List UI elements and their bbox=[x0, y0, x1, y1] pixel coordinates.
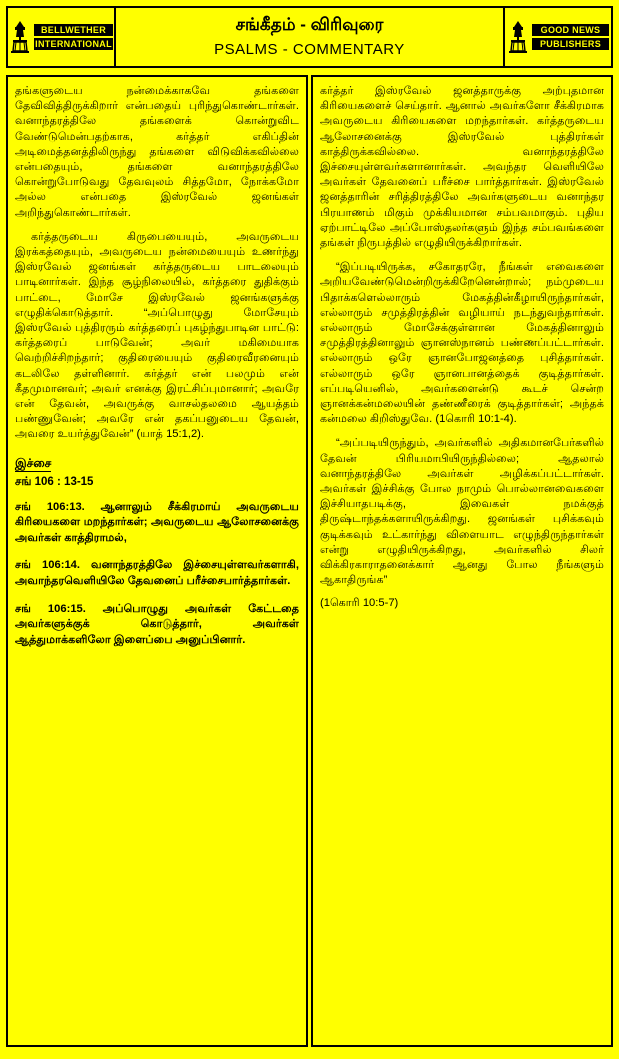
commentary-paragraph: கர்த்தர் இஸ்ரவேல் ஜனத்தாருக்கு அற்புதமான கிரியைகளைச் செய்தார். ஆனால் அவர்களோ சீக்கிரமாக அவருடைய கிரியைகளை மறந்தார்கள். கர்த்தருடைய ஆலோசனைக்கு இஸ்ரவேல் புத்திரர்கள் காத்திருக்கவில்லை. வனாந்தரத்திலே இச்சையுள்ளவர்களானார்கள். அவந்தர வெளியிலே அவர்கள் தேவனைப் பரீச்சை பார்த்தார்கள். இஸ்ரவேல் ஜனத்தாரின் சரித்திரத்திலே அவர்களுடைய வனாந்தர பிரயாணம் மிகும் முக்கியமான சம்பவமாகும். புதிய ஏற்பாட்டிலே அப்போஸ்தலர்களும் இந்த சம்பவங்களை தங்கள் நிருபத்தில் எழுதியிருக்கிறார்கள். bbox=[320, 85, 604, 250]
section-heading-reference: சங் 106 : 13-15 bbox=[15, 475, 94, 488]
section-heading-title: இச்சை bbox=[15, 455, 52, 470]
body-columns bbox=[6, 75, 613, 1047]
commentary-quote-paragraph: “அப்படியிருந்தும், அவர்களில் அதிகமானபேர்களில் தேவன் பிரியமாபியிருந்தில்லை; ஆதலால் வனாந்தரத்திலே அவர்கள் அழிக்கப்பட்டார்கள். அவர்கள் இச்சிக்கு போல நாமும் பொல்லானவைகளை இச்சியாதபடிக்கு, இவைகள் நமக்குத் திருஷ்டாந்தக்களாயிருக்கிறது. ஜனங்கள் புசிக்கவும் குடிக்கவும் உட்கார்ந்து விளையாட எழுந்திருந்தார்கள் என்று எழுதியிருக்கிறது, அவர்களில் சிலர் விக்கிரகாராதனைக்கார் ஆனது போல நீங்களும் ஆகாதிருங்க” bbox=[320, 437, 604, 587]
left-column bbox=[6, 75, 308, 1047]
publisher-logo-good-news bbox=[503, 8, 611, 66]
logo-line-2: PUBLISHERS bbox=[532, 38, 609, 50]
logo-line-1: GOOD NEWS bbox=[532, 24, 609, 36]
scripture-citation: (1கொரி 10:5-7) bbox=[320, 596, 399, 609]
logo-line-2: INTERNATIONAL bbox=[35, 39, 112, 49]
bell-tower-icon bbox=[507, 20, 529, 54]
commentary-paragraph: கர்த்தருடைய கிருபையையும், அவருடைய இரக்கத்தையும், அவருடைய நன்மையையும் உணர்ந்து இஸ்ரவேல் ஜனங்கள் கர்த்தருடைய பாடலையும் பாடினார்கள். இந்த சூழ்நிலையில், கர்த்தரை துதிக்கும் பாட்டை, மோசே இஸ்ரவேல் ஜனங்களுக்கு எழுதிக்கொடுத்தார். “அப்பொழுது மோசேயும் இஸ்ரவேல் புத்திரரும் கர்த்தரைப் புகழ்ந்துபாடின பாட்டு: கர்த்தரைப் பாடுவேன்; அவர் மகிமையாக வெற்றிச்சிறந்தார்; குதிரையையும் குதிரைவீரனையும் கடலிலே தள்ளினார். கர்த்தர் என் பலமும் என் கீதமுமானவர்; அவர் எனக்கு இரட்சிப்புமானார்; அவரே என் தேவன், அவருக்கு வாசல்தலமை ஆயத்தம் பண்ணுவேன்; அவரே என் தகப்பனுடைய தேவன், அவரை உயர்த்துவேன்” (யாத் 15:1,2). bbox=[15, 230, 299, 441]
publisher-logo-bellwether bbox=[8, 8, 116, 66]
right-column bbox=[311, 75, 613, 1047]
section-heading-block bbox=[15, 455, 299, 490]
scripture-verse: சங் 106:13. ஆனாலும் சீக்கிரமாய் அவருடைய கிரியைகளை மறந்தார்கள்; அவருடைய ஆலோசனைக்கு அவர்கள் காத்திராமல், bbox=[15, 500, 299, 544]
section-heading-title-wrap bbox=[15, 455, 299, 472]
commentary-paragraph: தங்களுடைய நன்மைக்காகவே தங்களை தேவிவித்திருக்கிறார் என்பதைய் புரிந்துகொண்டார்கள். வனாந்தரத்திலே தங்களைக் கொன்றுவிட வேண்டுமென்பதற்காக, கர்த்தர் எகிப்தின் அடிமைத்தனத்திலிருந்து தங்களை விடுவிக்கவில்லை என்பதையும், தங்களை வனாந்தரத்திலே கொன்றுபோடுவது தேவவுலம் சித்தமோ, நோக்கமோ அல்ல என்பதை இஸ்ரவேல் ஜனங்கள் அறிந்துகொண்டார்கள். bbox=[15, 85, 299, 219]
page-title-english: PSALMS - COMMENTARY bbox=[214, 41, 405, 58]
scripture-verse: சங் 106:15. அப்பொழுது அவர்கள் கேட்டதை அவர்களுக்குக் கொடுத்தார், அவர்கள் ஆத்துமாக்களிலோ இளைப்பை அனுப்பினார். bbox=[15, 602, 299, 646]
page-title-block bbox=[116, 8, 503, 66]
bell-tower-icon bbox=[9, 20, 31, 54]
page-header bbox=[6, 6, 613, 68]
commentary-quote-paragraph: “இப்படியிருக்க, சகோதரரே, நீங்கள் எவைகளை அறியவேண்டுமென்றிருக்கிறேனென்றால்; நம்முடைய பிதாக்களெல்லாரும் மேகத்தின்கீழாயிருந்தார்கள், எல்லாரும் சமுத்திரத்தின் வழியாய் நடந்துவந்தார்கள். எல்லாரும் மோசேக்குள்ளான மேகத்தினாலும் சமுத்திரத்தினாலும் ஞானஸ்நானம் பண்ணப்பட்டார்கள். எல்லாரும் ஒரே ஞானபோஜனத்தை புசித்தார்கள். எல்லாரும் ஒரே ஞானபானத்தைக் குடித்தார்கள். எப்படியெனில், அவர்களைன்டு கூடச் சென்ற ஞானக்கன்மலையின் தண்ணீரைக் குடித்தார்கள்; அந்தக் கன்மலை கிறிஸ்துவே. (1கொரி 10:1-4). bbox=[320, 261, 604, 426]
page-title-tamil: சங்கீதம் - விரிவுரை bbox=[235, 15, 384, 34]
scripture-verse: சங் 106:14. வனாந்தரத்திலே இச்சையுள்ளவர்களாகி, அவாந்தரவெளியிலே தேவனைப் பரீச்சைபார்த்தார்கள். bbox=[15, 559, 299, 588]
logo-line-1: BELLWETHER bbox=[34, 24, 113, 36]
